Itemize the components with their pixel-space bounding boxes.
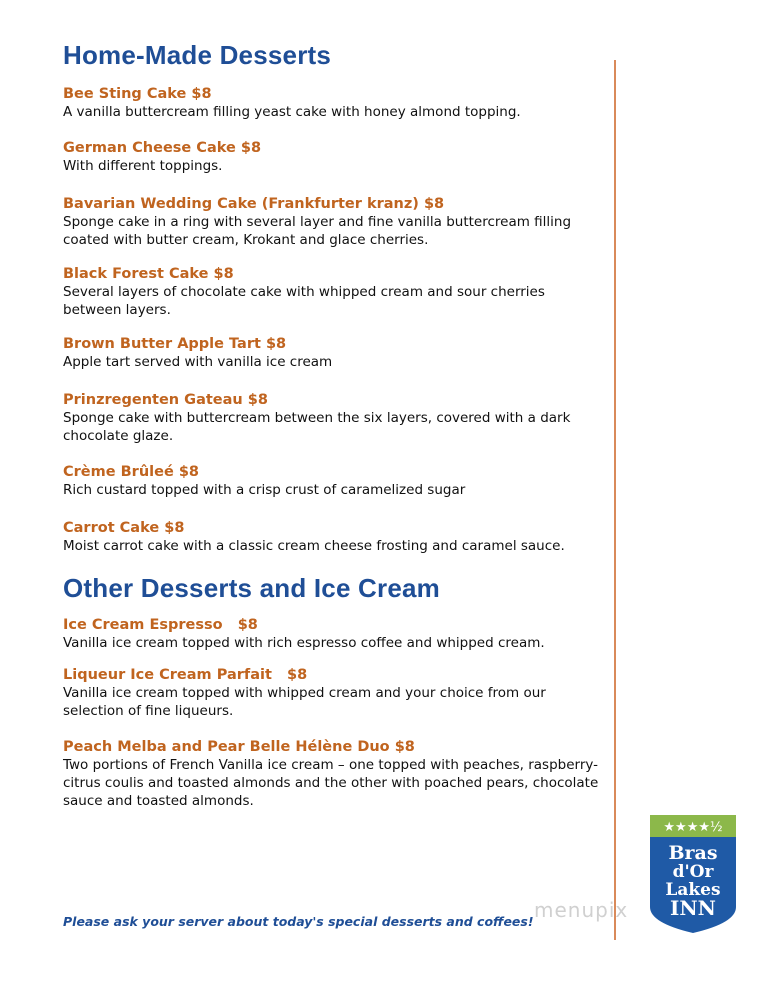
logo-text-bras: Bras <box>668 842 718 864</box>
item-description: Sponge cake with buttercream between the six layers, covered with a dark chocolate glaze. <box>63 410 571 444</box>
item-description: Several layers of chocolate cake with whipped cream and sour cherries between layers. <box>63 284 545 318</box>
menu-item <box>63 666 603 720</box>
item-name: Brown Butter Apple Tart $8 <box>63 336 287 352</box>
item-description: Vanilla ice cream topped with whipped cream and your choice from our selection of fine liqueurs. <box>63 685 546 719</box>
item-description: Rich custard topped with a crisp crust of caramelized sugar <box>63 482 466 498</box>
item-description: With different toppings. <box>63 158 223 174</box>
item-name: German Cheese Cake $8 <box>63 140 262 156</box>
item-description: Moist carrot cake with a classic cream cheese frosting and caramel sauce. <box>63 538 565 554</box>
logo-stars: ★★★★½ <box>663 820 723 835</box>
watermark: menupix <box>534 898 629 922</box>
menu-content <box>63 40 603 810</box>
item-name: Carrot Cake $8 <box>63 520 185 536</box>
menu-item <box>63 195 603 249</box>
menu-item <box>63 391 603 445</box>
inn-logo <box>650 815 736 933</box>
footer-note: Please ask your server about today's special desserts and coffees! <box>63 914 534 929</box>
logo-text-inn: INN <box>670 896 716 920</box>
item-description: Vanilla ice cream topped with rich espresso coffee and whipped cream. <box>63 635 545 651</box>
item-description: Sponge cake in a ring with several layer and fine vanilla buttercream filling coated with butter cream, Krokant and glace cherries. <box>63 214 572 248</box>
item-name: Ice Cream Espresso $8 <box>63 617 258 633</box>
item-name: Prinzregenten Gateau $8 <box>63 392 268 408</box>
menu-item <box>63 463 603 499</box>
item-name: Liqueur Ice Cream Parfait $8 <box>63 667 308 683</box>
vertical-divider <box>614 60 616 940</box>
item-description: Two portions of French Vanilla ice cream – one topped with peaches, raspberry-citrus coulis and toasted almonds and the other with poached pears, chocolate sauce and toasted almonds. <box>63 757 599 809</box>
logo-text-lakes: Lakes <box>665 880 721 900</box>
section-heading-other-desserts: Other Desserts and Ice Cream <box>63 573 440 603</box>
section-heading-home-made-desserts: Home-Made Desserts <box>63 40 332 70</box>
menu-item <box>63 616 603 652</box>
menu-item <box>63 519 603 555</box>
item-description: A vanilla buttercream filling yeast cake with honey almond topping. <box>63 104 521 120</box>
logo-text-dor: d'Or <box>672 862 714 882</box>
menu-item <box>63 139 603 175</box>
item-name: Bavarian Wedding Cake (Frankfurter kranz) $8 <box>63 196 445 212</box>
item-name: Black Forest Cake $8 <box>63 266 234 282</box>
item-name: Bee Sting Cake $8 <box>63 86 212 102</box>
item-description: Apple tart served with vanilla ice cream <box>63 354 333 370</box>
menu-item <box>63 85 603 121</box>
menu-item <box>63 738 603 810</box>
menu-item <box>63 265 603 319</box>
item-name: Peach Melba and Pear Belle Hélène Duo $8 <box>63 739 415 755</box>
item-name: Crème Brûleé $8 <box>63 464 200 480</box>
menu-item <box>63 335 603 371</box>
